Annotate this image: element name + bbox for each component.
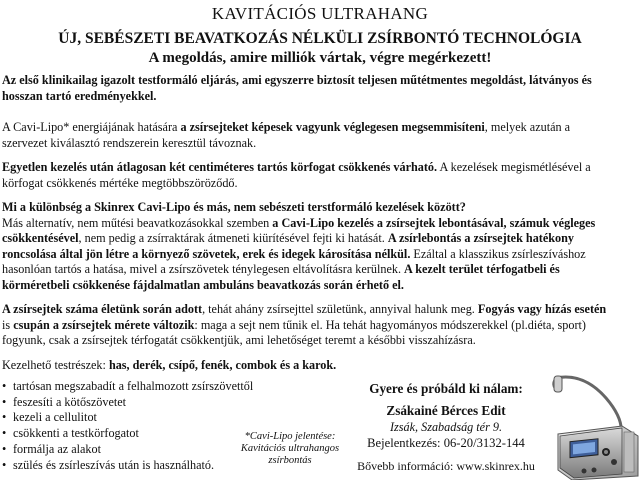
feature-item: • feszesíti a kötőszövetet — [0, 395, 253, 411]
difference-text-4a: roncsolása által jön létre a környező szövetek, erek és idegek károsítása nélkül. — [2, 246, 411, 261]
difference-line-5 — [2, 262, 640, 278]
contact-website: Bővebb információ: www.skinrex.hu — [357, 459, 535, 473]
result-text-b: A kezelések megismétlésével a — [437, 160, 591, 174]
difference-text-4b: Ezáltal a klasszikus zsírleszíváshoz — [410, 246, 586, 261]
contact-block — [350, 381, 542, 474]
contact-phone: Bejelentkezés: 06-20/3132-144 — [367, 436, 525, 450]
flyer-subheadline: A megoldás, amire milliók vártak, végre megérkezett! — [148, 50, 492, 66]
footnote-line-3: zsírbontás — [268, 455, 312, 466]
fatcells-line-3: fogyunk, csak a zsírsejtek térfogatát csökkentjük, ami lehetőséget teremt a későbbi visszahízásra. — [2, 333, 476, 348]
fatcells-text-1b: , tehát ahány zsírsejttel születünk, annyival halunk meg. — [202, 302, 478, 316]
energy-text-b: a zsírsejteket képesek vagyunk véglegesen megsemmisíteni — [180, 120, 485, 134]
energy-text-a: A Cavi-Lipo* energiájának hatására — [2, 120, 181, 134]
feature-item: • szülés és zsírleszívás után is használható. — [0, 458, 253, 474]
intro-line-2: hosszan tartó eredményekkel. — [2, 88, 157, 103]
fatcells-text-1a: A zsírsejtek száma életünk során adott — [2, 302, 203, 316]
feature-item: • formálja az alakot — [0, 442, 253, 458]
cavitation-device-image — [548, 372, 640, 480]
fatcells-line-2 — [2, 318, 640, 334]
paragraph-bodyparts — [2, 358, 640, 374]
feature-item: • kezeli a cellulitot — [0, 410, 253, 426]
difference-text-3b: , nem pedig a zsírraktárak átmeneti kiürítésével fejti ki hatását. — [78, 231, 388, 246]
difference-question: Mi a különbség a Skinrex Cavi-Lipo és más, nem sebészeti terstformáló kezelések között? — [2, 200, 466, 214]
paragraph-energy — [2, 120, 640, 151]
paragraph-difference — [2, 200, 640, 294]
contact-cta: Gyere és próbáld ki nálam: — [369, 381, 523, 396]
result-line-2: körfogat csökkenés mértéke megtöbbszöröződő. — [2, 175, 238, 190]
bodyparts-label: Kezelhető testrészek: — [2, 358, 109, 372]
footnote-line-1: *Cavi-Lipo jelentése: — [244, 431, 336, 442]
difference-text-3c: A zsírlebontás a zsírsejtek hatékony — [387, 231, 574, 246]
fatcells-text-2b: csupán a zsírsejtek mérete változik — [13, 317, 195, 332]
fatcells-line-1 — [2, 302, 640, 318]
difference-line-6: körméretbeli csökkenése fájdalmatlan ambuláns beavatkozás során érhető el. — [2, 277, 404, 292]
fatcells-text-2a: is — [2, 317, 14, 332]
flyer-title: KAVITÁCIÓS ULTRAHANG — [211, 4, 429, 23]
flyer-headline: ÚJ, SEBÉSZETI BEAVATKOZÁS NÉLKÜLI ZSÍRBONTÓ TECHNOLÓGIA — [58, 30, 582, 47]
feature-item: • tartósan megszabadít a felhalmozott zsírszövettől — [0, 379, 253, 395]
feature-list — [0, 379, 253, 473]
result-text-a: Egyetlen kezelés után átlagosan két centiméteres tartós körfogat csökkenés várható. — [2, 160, 438, 174]
paragraph-fatcells — [2, 302, 640, 349]
bodyparts-list: has, derék, csípő, fenék, combok és a karok. — [108, 358, 337, 372]
difference-text-2b: a Cavi-Lipo kezelés a zsírsejtek lebontásával, számuk végleges — [272, 215, 596, 230]
footnote-line-2: Kavitációs ultrahangos — [240, 443, 340, 454]
difference-text-2a: Más alternatív, nem műtési beavatkozásokkal szemben — [2, 215, 273, 230]
energy-line-1 — [2, 120, 640, 136]
difference-line-4 — [2, 247, 640, 263]
energy-line-2: szervezet kiválasztó rendszerein keresztül távoznak. — [2, 135, 257, 150]
paragraph-result — [2, 160, 640, 191]
difference-text-3a: csökkentésével — [2, 231, 79, 246]
difference-line-2 — [2, 216, 640, 232]
difference-text-5a: hasonlóan tartós a hatása, mivel a zsírszövetek ténylegesen eltávolításra kerülnek. — [2, 262, 405, 277]
difference-line-3 — [2, 231, 640, 247]
contact-address: Izsák, Szabadság tér 9. — [389, 420, 503, 434]
energy-text-c: , melyek azután a — [484, 120, 571, 134]
footnote — [234, 431, 346, 467]
fatcells-text-1c: Fogyás vagy hízás esetén — [477, 302, 607, 316]
paragraph-intro — [2, 73, 640, 104]
feature-item: • csökkenti a testkörfogatot — [0, 426, 253, 442]
difference-text-5b: A kezelt terület térfogatbeli és — [404, 262, 560, 277]
intro-line-1: Az első klinikailag igazolt testformáló eljárás, ami egyszerre biztosít teljesen műtétmentes megoldást, látványos és — [2, 73, 592, 87]
contact-name: Zsákainé Bérces Edit — [386, 403, 506, 418]
result-line-1 — [2, 160, 640, 176]
fatcells-text-2c: : maga a sejt nem tűnik el. Ha tehát hagyományos módszerekkel (pl.diéta, sport) — [194, 317, 586, 332]
